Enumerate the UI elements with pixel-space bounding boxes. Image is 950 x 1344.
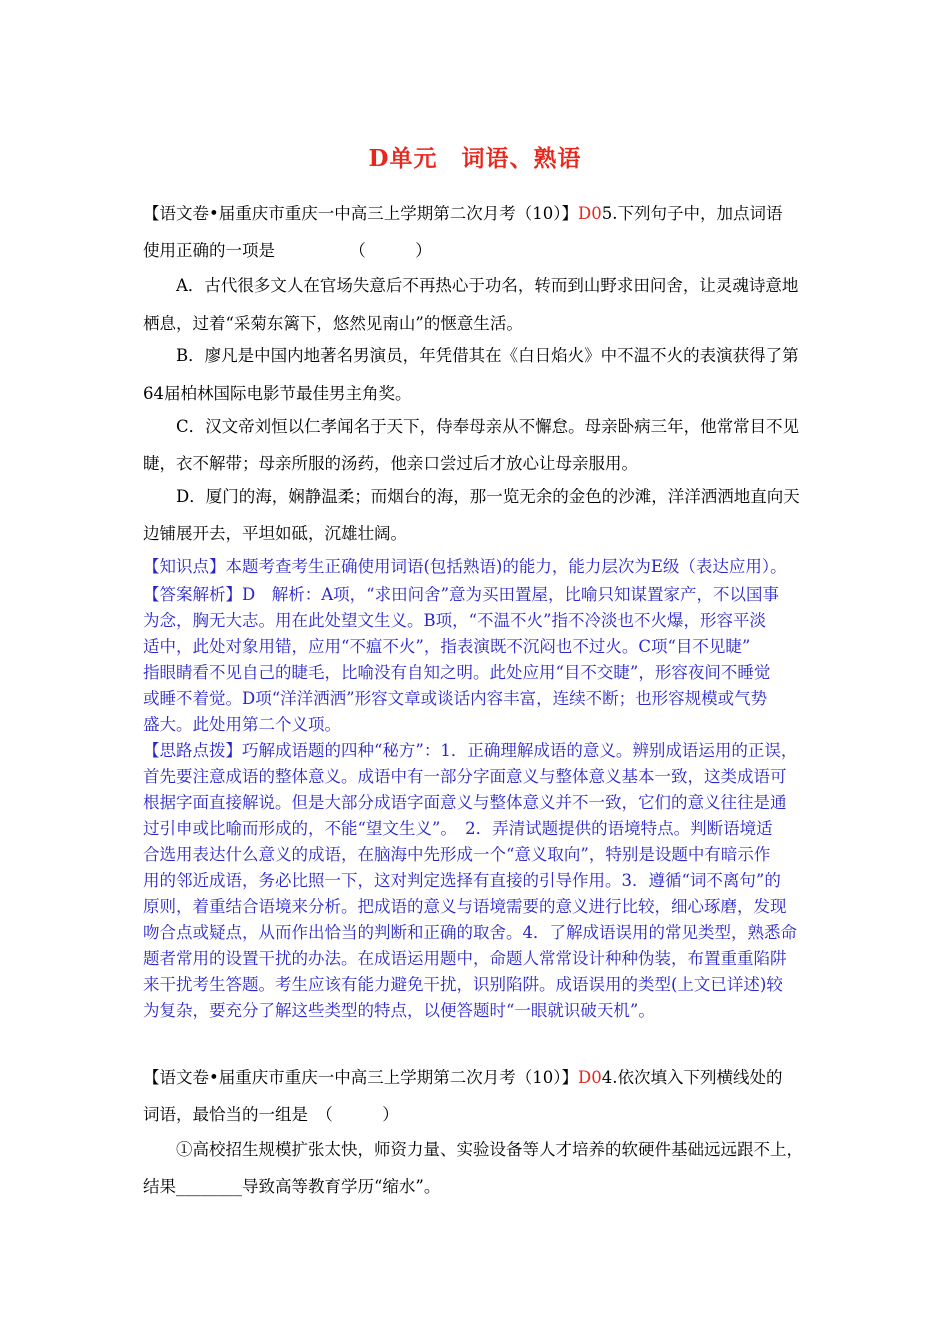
q1-option-d-line2: 边铺展开去，平坦如砥，沉雄壮阔。: [143, 524, 407, 543]
answer-line: 为念，胸无大志。用在此处望文生义。B项，“不温不火”指不冷淡也不火爆，形容平淡: [143, 611, 766, 630]
tips-line: 首先要注意成语的整体意义。成语中有一部分字面意义与整体意义基本一致，这类成语可: [143, 767, 787, 786]
tips-line: 吻合点或疑点，从而作出恰当的判断和正确的取舍。4．了解成语误用的常见类型，熟悉命: [143, 923, 797, 942]
answer-line: 指眼睛看不见自己的睫毛，比喻没有自知之明。此处应用“目不交睫”，形容夜间不睡觉: [143, 663, 771, 682]
q2-source: 【语文卷•届重庆市重庆一中高三上学期第二次月考（10）】: [143, 1068, 578, 1087]
tips-line: 题者常用的设置干扰的办法。在成语运用题中，命题人常常设计种种伪装，布置重重陷阱: [143, 949, 787, 968]
page-title: D单元 词语、熟语: [368, 145, 582, 172]
answer-line: 盛大。此处用第二个义项。: [143, 715, 341, 734]
q1-option-b-line2: 64届柏林国际电影节最佳男主角奖。: [143, 384, 412, 403]
q1-knowledge-point: 【知识点】本题考查考生正确使用词语(包括熟语)的能力，能力层次为E级（表达应用）。: [143, 557, 787, 576]
q1-option-c-line1: C．汉文帝刘恒以仁孝闻名于天下，侍奉母亲从不懈怠。母亲卧病三年，他常常目不见: [176, 417, 800, 436]
q2-item1-line2: 结果________导致高等教育学历“缩水”。: [143, 1177, 441, 1196]
q1-code: D0: [577, 204, 602, 223]
q1-option-d-line1: D．厦门的海，娴静温柔；而烟台的海，那一览无余的金色的沙滩，洋洋洒洒地直向天: [176, 487, 800, 506]
q2-item1-line1: ①高校招生规模扩张太快，师资力量、实验设备等人才培养的软硬件基础远远跟不上，: [176, 1140, 803, 1159]
answer-line: 【答案解析】D 解析：A项，“求田问舍”意为买田置屋，比喻只知谋置家产，不以国事: [143, 585, 780, 604]
q2-code: D0: [577, 1068, 602, 1087]
tips-line: 根据字面直接解说。但是大部分成语字面意义与整体意义并不一致，它们的意义往往是通: [143, 793, 787, 812]
q1-source-line: [143, 200, 782, 224]
q2-stem-line2: 词语，最恰当的一组是 （ ）: [143, 1105, 399, 1124]
tips-line: 合选用表达什么意义的成语，在脑海中先形成一个“意义取向”，特别是设题中有暗示作: [143, 845, 771, 864]
q2-stem: 4.依次填入下列横线处的: [601, 1068, 783, 1087]
tips-line: 用的邻近成语，务必比照一下，这对判定选择有直接的引导作用。3．遵循“词不离句”的: [143, 871, 781, 890]
q1-option-c-line2: 睫，衣不解带；母亲所服的汤药，他亲口尝过后才放心让母亲服用。: [143, 454, 638, 473]
tips-line: 来干扰考生答题。考生应该有能力避免干扰，识别陷阱。成语误用的类型(上文已详述)较: [143, 975, 783, 994]
q1-stem-line2: 使用正确的一项是 （ ）: [143, 241, 432, 260]
q1-option-b-line1: B．廖凡是中国内地著名男演员，年凭借其在《白日焰火》中不温不火的表演获得了第: [176, 346, 799, 365]
q1-source: 【语文卷•届重庆市重庆一中高三上学期第二次月考（10）】: [143, 204, 578, 223]
q1-option-a-line2: 栖息，过着“采菊东篱下，悠然见南山”的惬意生活。: [143, 314, 523, 333]
answer-line: 或睡不着觉。D项“洋洋洒洒”形容文章或谈话内容丰富，连续不断；也形容规模或气势: [143, 689, 768, 708]
tips-line: 【思路点拨】巧解成语题的四种“秘方”：1．正确理解成语的意义。辨别成语运用的正误，: [143, 741, 798, 760]
tips-line: 过引申或比喻而形成的，不能“望文生义”。 2．弄清试题提供的语境特点。判断语境适: [143, 819, 773, 838]
tips-line: 为复杂，要充分了解这些类型的特点，以便答题时“一眼就识破天机”。: [143, 1001, 655, 1020]
q1-option-a-line1: A．古代很多文人在官场失意后不再热心于功名，转而到山野求田问舍，让灵魂诗意地: [176, 276, 799, 295]
q1-stem: 5.下列句子中，加点词语: [601, 204, 783, 223]
answer-line: 适中，此处对象用错，应用“不瘟不火”，指表演既不沉闷也不过火。C项“目不见睫”: [143, 637, 751, 656]
q2-source-line: [143, 1064, 782, 1088]
tips-line: 原则，着重结合语境来分析。把成语的意义与语境需要的意义进行比较，细心琢磨，发现: [143, 897, 787, 916]
